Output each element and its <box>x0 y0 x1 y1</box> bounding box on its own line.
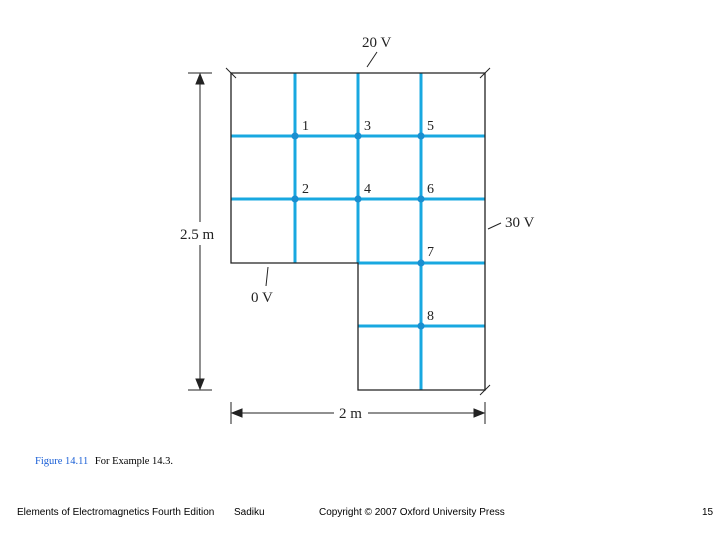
node-label-4: 4 <box>364 182 371 197</box>
width-dimension-label: 2 m <box>339 406 362 422</box>
bottom-potential-label: 0 V <box>251 290 273 306</box>
node-label-5: 5 <box>427 119 434 134</box>
height-arrow-top-icon <box>196 74 204 84</box>
width-arrow-left-icon <box>232 409 242 417</box>
node-label-3: 3 <box>364 119 371 134</box>
figure-number: Figure 14.11 <box>35 456 89 467</box>
node-3 <box>354 132 361 139</box>
node-5 <box>417 132 424 139</box>
node-8 <box>417 322 424 329</box>
width-arrow-right-icon <box>474 409 484 417</box>
right-potential-label: 30 V <box>505 215 535 231</box>
figure-caption <box>35 456 173 467</box>
footer-page-number: 15 <box>702 507 714 518</box>
right-potential-leader <box>488 223 501 229</box>
node-7 <box>417 259 424 266</box>
footer-copyright: Copyright © 2007 Oxford University Press <box>319 507 505 518</box>
node-2 <box>291 195 298 202</box>
node-6 <box>417 195 424 202</box>
node-label-7: 7 <box>427 245 434 260</box>
figure-caption-text: For Example 14.3. <box>94 456 174 467</box>
footer-author: Sadiku <box>234 507 265 518</box>
height-arrow-bottom-icon <box>196 379 204 389</box>
top-potential-leader <box>367 52 377 67</box>
bottom-potential-leader <box>266 267 268 286</box>
node-label-6: 6 <box>427 182 434 197</box>
node-label-2: 2 <box>302 182 309 197</box>
node-label-1: 1 <box>302 119 309 134</box>
height-dimension-label: 2.5 m <box>180 227 215 243</box>
node-1 <box>291 132 298 139</box>
footer-book-title: Elements of Electromagnetics Fourth Edition <box>17 507 215 518</box>
node-4 <box>354 195 361 202</box>
node-label-8: 8 <box>427 309 434 324</box>
top-potential-label: 20 V <box>362 35 392 51</box>
